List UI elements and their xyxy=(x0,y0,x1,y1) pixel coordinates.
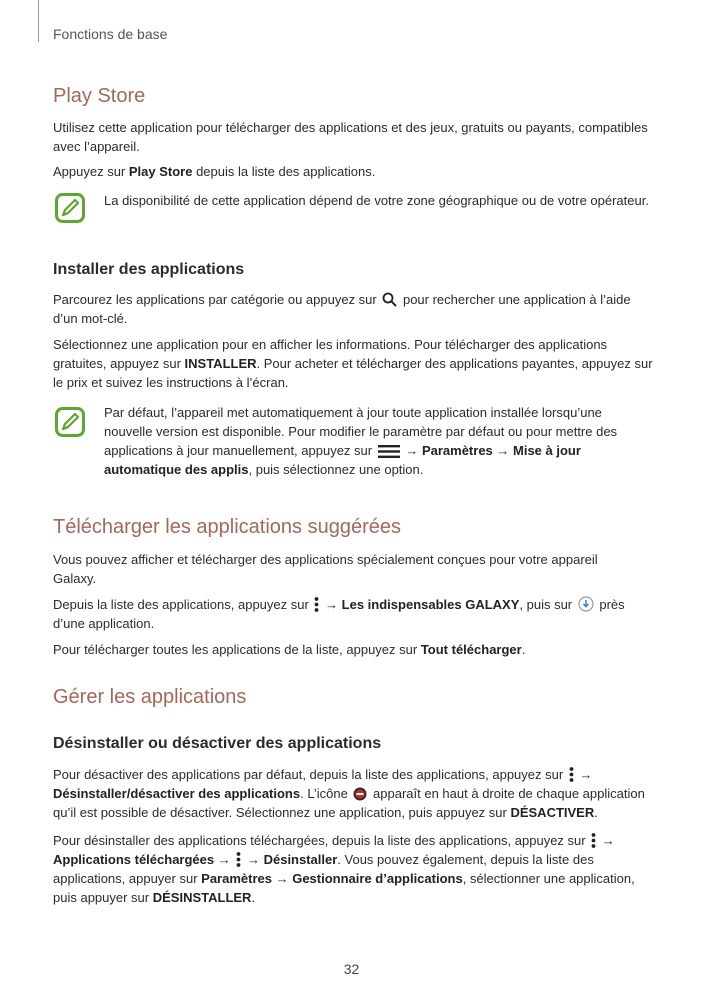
note-pencil-icon xyxy=(55,193,85,223)
install-browse: Parcourez les applications par catégorie ou appuyez sur pour rechercher une application à l’aide d’un mot-clé. xyxy=(53,292,631,326)
search-icon xyxy=(382,292,397,307)
menu-icon xyxy=(378,445,400,458)
play-store-open: Appuyez sur Play Store depuis la liste des applications. xyxy=(53,164,376,179)
section-label: Fonctions de base xyxy=(53,26,168,42)
disable-icon xyxy=(353,787,367,801)
play-store-intro: Utilisez cette application pour télécharger des applications et des jeux, gratuits ou payants, compatibles avec l’appareil. xyxy=(53,120,648,154)
more-vertical-icon xyxy=(236,852,241,867)
manage-subtitle: Désinstaller ou désactiver des applications xyxy=(53,735,382,752)
install-note: Par défaut, l’appareil met automatiquement à jour toute application installée lorsqu’une nouvelle version est disponible. Pour modifier le paramètre par défaut ou pour mettre des applications à jour manuellement, appuyez sur → Paramètres → Mise à jour automatique des applis, puis sélectionnez une option. xyxy=(104,405,618,477)
install-title: Installer des applications xyxy=(53,261,245,278)
suggested-intro: Vous pouvez afficher et télécharger des applications spécialement conçues pour votre appareil Galaxy. xyxy=(53,552,598,586)
suggested-download-all: Pour télécharger toutes les applications de la liste, appuyez sur Tout télécharger. xyxy=(53,642,526,657)
manage-uninstall: Pour désinstaller des applications téléchargées, depuis la liste des applications, appuyez sur → Applications téléchargées → → Désinstaller. Vous pouvez également, depuis la liste des applications, appuyer sur Paramètres → Gestionnaire d’applications, sélectionner une application, puis appuyer sur DÉSINSTALLER. xyxy=(53,833,635,905)
suggested-title: Télécharger les applications suggérées xyxy=(53,516,401,538)
play-store-title: Play Store xyxy=(53,85,146,107)
more-vertical-icon xyxy=(314,597,319,612)
header-rule xyxy=(38,0,39,42)
manage-disable: Pour désactiver des applications par défaut, depuis la liste des applications, appuyez sur → Désinstaller/désactiver des applications. L’icône apparaît en haut à droite de chaque application qu’il est possible de désactiver. Sélectionnez une application, puis appuyez sur DÉSACTIVER. xyxy=(53,767,645,820)
download-icon xyxy=(578,596,594,612)
page-number: 32 xyxy=(343,961,360,977)
note-pencil-icon xyxy=(55,407,85,437)
install-select: Sélectionnez une application pour en afficher les informations. Pour télécharger des applications gratuites, appuyez sur INSTALLER. Pour acheter et télécharger des applications payantes, appuyez sur le prix et suivez les instructions à l’écran. xyxy=(53,337,653,390)
play-store-label: Play Store xyxy=(128,164,193,179)
manage-title: Gérer les applications xyxy=(53,686,247,708)
more-vertical-icon xyxy=(569,767,574,782)
more-vertical-icon xyxy=(591,833,596,848)
suggested-steps: Depuis la liste des applications, appuyez sur → Les indispensables GALAXY, puis sur près d’une application. xyxy=(53,597,625,631)
play-store-note: La disponibilité de cette application dépend de votre zone géographique ou de votre opérateur. xyxy=(104,193,649,208)
